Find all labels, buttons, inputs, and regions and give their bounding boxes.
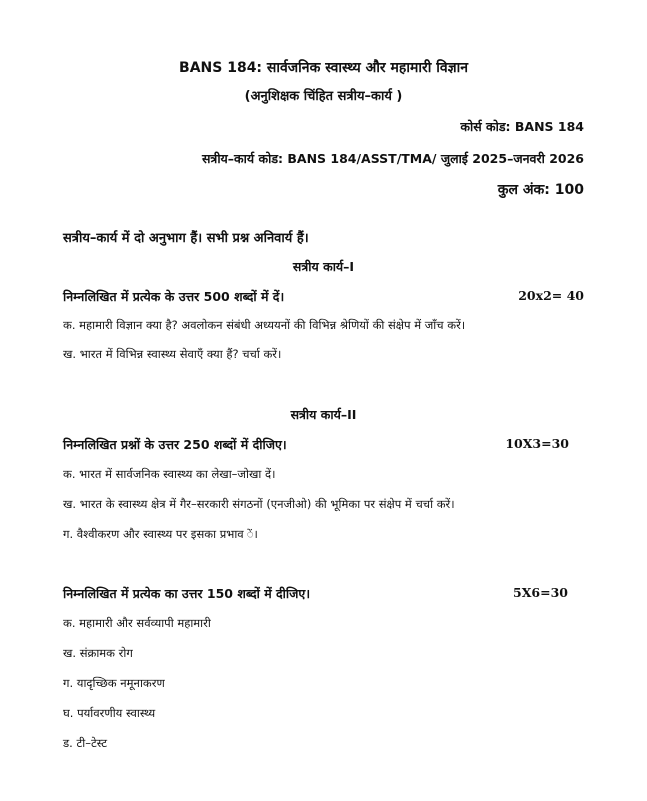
section-1-question: ख. भारत में विभिन्न स्वास्थ्य सेवाएँ क्या हैं? चर्चा करें। xyxy=(63,347,282,361)
section-2a-question-heading: निम्नलिखित प्रश्नों के उत्तर 250 शब्दों में दीजिए। xyxy=(63,437,287,452)
max-marks: कुल अंक: 100 xyxy=(497,182,584,198)
course-code: कोर्स कोड: BANS 184 xyxy=(460,119,584,134)
document-title: BANS 184: सार्वजनिक स्वास्थ्य और महामारी विज्ञान xyxy=(179,60,468,76)
section-2a-marks: 10X3=30 xyxy=(505,436,569,451)
section-1-question: क. महामारी विज्ञान क्या है? अवलोकन संबंधी अध्ययनों की विभिन्न श्रेणियों की संक्षेप में जाँच करें। xyxy=(63,318,466,332)
section-2b-question-heading: निम्नलिखित में प्रत्येक का उत्तर 150 शब्दों में दीजिए। xyxy=(63,586,311,601)
section-2a-question: ग. वैश्वीकरण और स्वास्थ्य पर इसका प्रभाव ें। xyxy=(63,527,258,541)
section-2-heading: सत्रीय कार्य–II xyxy=(290,407,357,422)
section-1-marks: 20x2= 40 xyxy=(518,288,584,303)
section-2a-question: ख. भारत के स्वास्थ्य क्षेत्र में गैर–सरकारी संगठनों (एनजीओ) की भूमिका पर संक्षेप में चर्चा करें। xyxy=(63,497,455,511)
section-2b-question: ड. टी–टेस्ट xyxy=(63,736,108,750)
section-1-question-heading: निम्नलिखित में प्रत्येक के उत्तर 500 शब्दों में दें। xyxy=(63,289,285,304)
section-2b-question: क. महामारी और सर्वव्यापी महामारी xyxy=(63,616,211,630)
assignment-code: सत्रीय–कार्य कोड: BANS 184/ASST/TMA/ जुलाई 2025–जनवरी 2026 xyxy=(201,151,584,166)
section-2a-question: क. भारत में सार्वजनिक स्वास्थ्य का लेखा–जोखा दें। xyxy=(63,467,276,481)
document-subtitle: (अनुशिक्षक चिंहित सत्रीय–कार्य ) xyxy=(244,89,403,104)
general-instruction: सत्रीय–कार्य में दो अनुभाग हैं। सभी प्रश्न अनिवार्य हैं। xyxy=(63,231,309,246)
section-2b-question: ख. संक्रामक रोग xyxy=(63,646,133,660)
section-2b-question: ग. यादृच्छिक नमूनाकरण xyxy=(63,676,165,690)
section-2b-question: घ. पर्यावरणीय स्वास्थ्य xyxy=(63,706,156,720)
section-1-heading: सत्रीय कार्य–I xyxy=(292,259,355,274)
section-2b-marks: 5X6=30 xyxy=(513,585,568,600)
